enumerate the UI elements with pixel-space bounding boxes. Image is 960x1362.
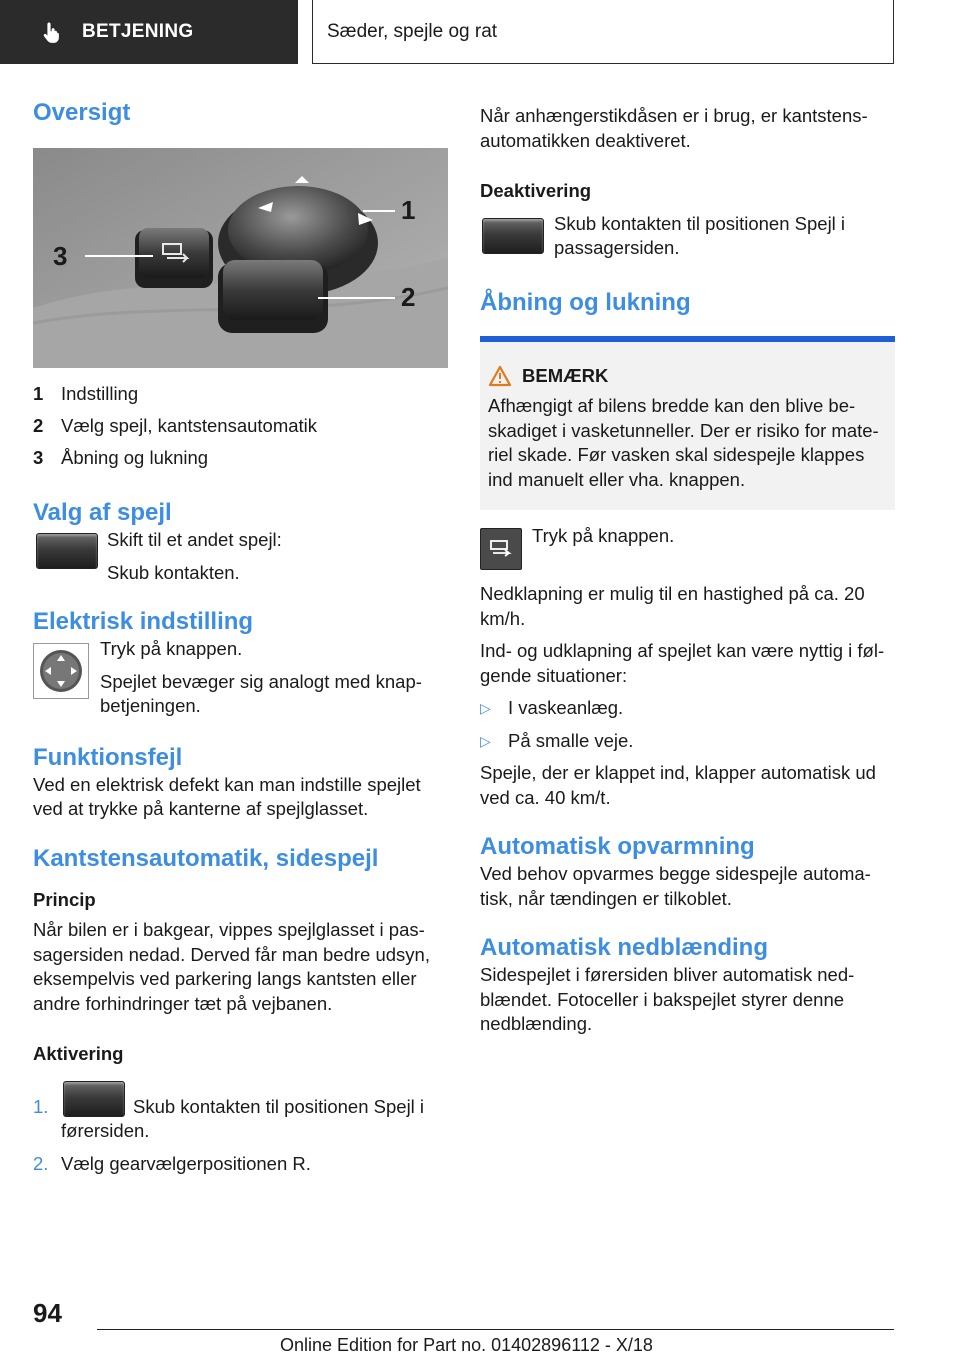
bullet-text: På smalle veje.	[508, 729, 634, 751]
heading-oversigt: Oversigt	[33, 99, 131, 126]
mirror-control-photo	[33, 148, 448, 368]
valg-text-1: Skift til et andet spejl:	[107, 529, 282, 550]
note-title: BEMÆRK	[522, 364, 609, 386]
valg-text-2: Skub kontakten.	[107, 561, 240, 583]
opvarm-text: Ved behov opvarmes begge sidespejle automa-tisk, når tændingen er tilkoblet.	[480, 863, 871, 909]
hastighed-text: Nedklapning er mulig til en hastighed på ca. 20 km/h.	[480, 583, 865, 629]
valg-block	[33, 528, 448, 585]
switch-icon	[33, 528, 101, 583]
note-text: Afhængigt af bilens bredde kan den blive be-skadiget i vasketunneller. Der er risiko for mate-riel skade. Før vasken skal sidespejle klappes ind manuelt eller vha. knappen.	[488, 395, 879, 490]
fold-mirror-button-icon	[480, 528, 522, 570]
step-item	[33, 1079, 448, 1144]
section-tab	[0, 0, 298, 64]
deakt-text: Skub kontakten til positionen Spejl i passagersiden.	[554, 212, 846, 258]
legend-text: Indstilling	[61, 382, 139, 404]
legend-number: 1	[33, 382, 44, 404]
callout-3: 3	[53, 241, 68, 271]
auto-text: Spejle, der er klappet ind, klapper automatisk ud ved ca. 40 km/t.	[480, 762, 876, 808]
legend-item	[33, 442, 448, 474]
legend-number: 3	[33, 446, 44, 468]
right-column	[480, 104, 895, 1037]
step-item	[33, 1152, 448, 1177]
triangle-right-icon: ▷	[480, 700, 491, 716]
heading-funktionsfejl: Funktionsfejl	[33, 743, 183, 771]
heading-deaktivering: Deaktivering	[480, 180, 592, 201]
deakt-block	[480, 212, 895, 264]
left-column	[33, 98, 448, 1176]
bullet-item	[480, 696, 895, 721]
page-number: 94	[33, 1298, 62, 1328]
heading-princip: Princip	[33, 888, 96, 910]
heading-valg-af-spejl: Valg af spejl	[33, 499, 172, 526]
footer-divider	[97, 1329, 894, 1330]
elektrisk-text-2: Spejlet bevæger sig analogt med knap-betjeningen.	[100, 670, 422, 716]
nedbl-text: Sidespejlet i førersiden bliver automatisk ned-blændet. Fotoceller i bakspejlet styrer denne nedblænding.	[480, 964, 855, 1034]
legend-item	[33, 410, 448, 442]
heading-aktivering: Aktivering	[33, 1043, 124, 1064]
heading-automatisk-opvarmning: Automatisk opvarmning	[480, 833, 755, 860]
step-number: 2.	[33, 1152, 49, 1174]
mirror-adjust-knob-icon	[33, 643, 89, 699]
warning-triangle-icon	[488, 365, 512, 387]
legend-text: Åbning og lukning	[61, 446, 209, 468]
legend-number: 2	[33, 414, 44, 436]
elektrisk-block	[33, 637, 448, 719]
footer-edition: Online Edition for Part no. 01402896112 - X/18	[280, 1335, 653, 1355]
heading-automatisk-nedblaending: Automatisk nedblænding	[480, 934, 768, 961]
callout-2: 2	[401, 282, 416, 312]
elektrisk-text-1: Tryk på knappen.	[100, 638, 243, 659]
princip-text: Når bilen er i bakgear, vippes spejlglasset i pas-sagersiden nedad. Derved får man bedre udsyn, eksempelvis ved parkering langs kantsten eller andre forhindringer tæt på vejbanen.	[33, 919, 430, 1014]
hand-pointer-icon	[40, 20, 64, 44]
heading-aabning-og-lukning: Åbning og lukning	[480, 288, 691, 316]
chapter-title: Sæder, spejle og rat	[327, 20, 498, 42]
step-text: Vælg gearvælgerpositionen R.	[61, 1152, 311, 1174]
step-text: Skub kontakten til positionen Spejl i førersiden.	[61, 1095, 425, 1141]
step-number: 1.	[33, 1095, 49, 1117]
heading-elektrisk-indstilling: Elektrisk indstilling	[33, 608, 254, 635]
legend-list	[33, 378, 448, 474]
bullet-text: I vaskeanlæg.	[508, 697, 624, 718]
intro-text: Når anhængerstikdåsen er i brug, er kantstens-automatikken deaktiveret.	[480, 105, 868, 151]
triangle-right-icon: ▷	[480, 732, 491, 749]
bullet-item	[480, 729, 895, 754]
legend-item	[33, 378, 448, 410]
fejl-text: Ved en elektrisk defekt kan man indstille spejlet ved at trykke på kanterne af spejlglasset.	[33, 773, 421, 819]
legend-text: Vælg spejl, kantstensautomatik	[61, 414, 318, 436]
fold-button-block	[480, 524, 895, 570]
heading-kantstensautomatik: Kantstensautomatik, sidespejl	[33, 844, 379, 872]
nyttig-text: Ind- og udklapning af spejlet kan være nyttig i føl-gende situationer:	[480, 640, 885, 686]
switch-icon	[480, 212, 546, 264]
chapter-tab	[312, 0, 894, 64]
callout-1: 1	[401, 195, 416, 225]
section-title: BETJENING	[82, 21, 194, 42]
tryk-text: Tryk på knappen.	[532, 525, 675, 546]
switch-icon	[61, 1079, 127, 1119]
warning-note	[480, 336, 895, 511]
